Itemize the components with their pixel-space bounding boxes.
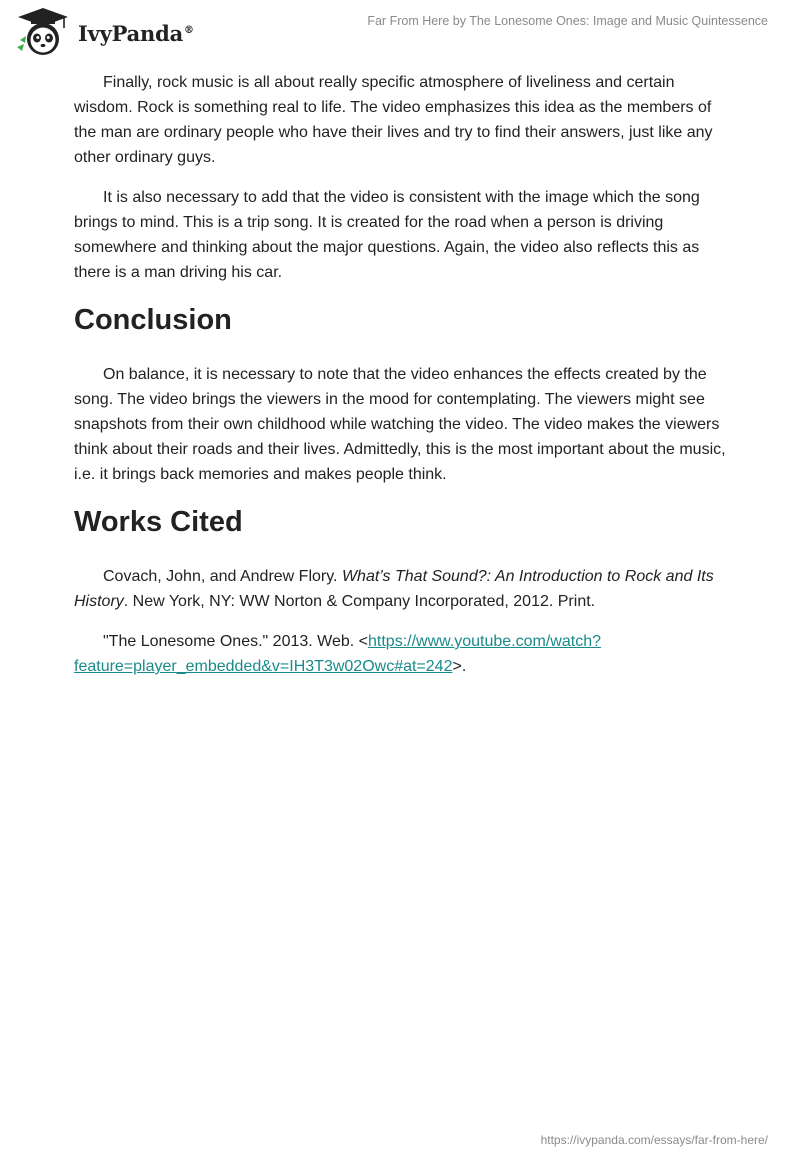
ivypanda-logo[interactable] — [14, 6, 194, 58]
conclusion-heading: Conclusion — [74, 304, 232, 336]
citation-book-title: What’s That Sound?: An Introduction to Rock and Its History — [74, 568, 714, 610]
essay-body — [74, 70, 730, 694]
works-cited-heading: Works Cited — [74, 506, 243, 538]
panda-graduate-icon — [14, 6, 72, 58]
registered-mark: ® — [184, 24, 194, 36]
body-paragraph: It is also necessary to add that the video is consistent with the image which the song brings to mind. This is a trip song. It is created for the road when a person is driving somewhere and thinking about the major questions. Again, the video also reflects this as there is a man driving his car. — [74, 189, 700, 281]
citation-link-part1: https://www.youtube.com/watch? — [368, 633, 601, 650]
citation-publisher: . New York, NY: WW Norton & Company Incorporated, 2012. Print. — [123, 593, 596, 610]
document-title: Far From Here by The Lonesome Ones: Image and Music Quintessence — [367, 14, 768, 28]
page-header — [0, 0, 800, 64]
brand-label: IvyPanda — [78, 20, 184, 46]
citation-entry — [74, 564, 730, 614]
conclusion-paragraph: On balance, it is necessary to note that the video enhances the effects created by the song. The video brings the viewers in the mood for contemplating. The viewers might see snapshots from their own childhood while watching the video. The video makes the viewers think about their roads and their lives. Admittedly, this is the most important about the music, i.e. it brings back memories and makes people think. — [74, 366, 726, 483]
citation-entry — [74, 629, 730, 679]
body-paragraph: Finally, rock music is all about really specific atmosphere of liveliness and certain wisdom. Rock is something real to life. The video emphasizes this idea as the members of the man are ordinary people who have their lives and try to find their answers, just like any other ordinary guys. — [74, 74, 713, 166]
brand-name — [78, 21, 194, 46]
citation-source: "The Lonesome Ones." 2013. Web. < — [103, 633, 368, 650]
citation-link-part2: feature=player_embedded&v=IH3T3w02Owc#at=242 — [74, 658, 453, 675]
footer-url[interactable]: https://ivypanda.com/essays/far-from-here/ — [540, 1133, 768, 1147]
citation-suffix: >. — [452, 658, 467, 675]
citation-authors: Covach, John, and Andrew Flory. — [103, 568, 342, 585]
